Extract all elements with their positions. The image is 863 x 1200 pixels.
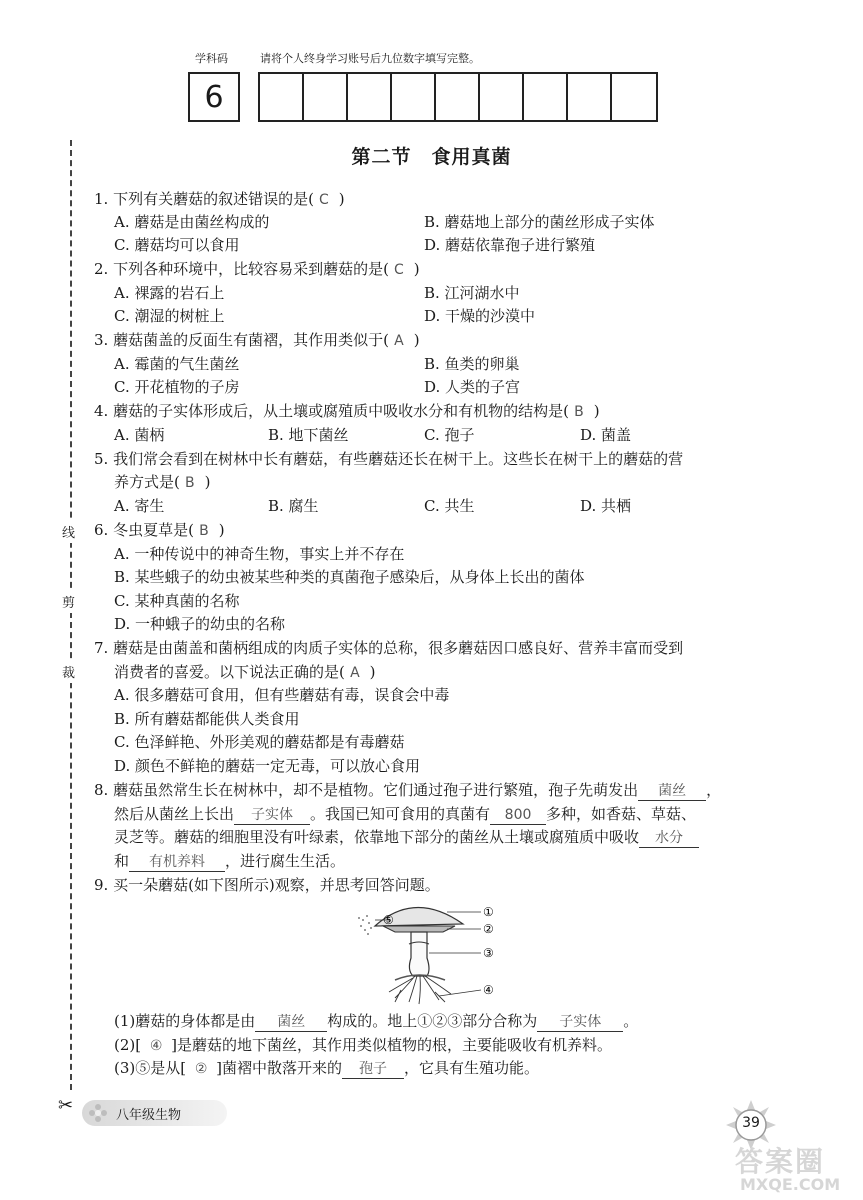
id-digit-cell[interactable] <box>480 74 524 120</box>
q4-option-b: B. 地下菌丝 <box>268 426 349 444</box>
q4-option-c: C. 孢子 <box>424 426 475 444</box>
id-digit-cell[interactable] <box>524 74 568 120</box>
q8-blank-4[interactable]: 水分 <box>639 829 699 848</box>
q5-option-b: B. 腐生 <box>268 497 319 515</box>
label-2: ② <box>483 922 494 936</box>
question-9-stem: 9. 买一朵蘑菇(如下图所示)观察，并思考回答问题。 <box>94 876 440 894</box>
question-2-stem: 2. 下列各种环境中，比较容易采到蘑菇的是( C ) <box>94 260 420 278</box>
q7-option-b: B. 所有蘑菇都能供人类食用 <box>114 710 300 728</box>
question-5-stem: 5. 我们常会看到在树林中长有蘑菇，有些蘑菇还长在树干上。这些长在树干上的蘑菇的营 <box>94 450 684 468</box>
q5-option-c: C. 共生 <box>424 497 475 515</box>
q7-option-a: A. 很多蘑菇可食用，但有些蘑菇有毒，误食会中毒 <box>114 686 450 704</box>
q5-option-d: D. 共栖 <box>580 497 632 515</box>
q9-blank-3[interactable]: 孢子 <box>342 1060 404 1079</box>
grade-label-box <box>82 1100 227 1126</box>
flower-icon <box>88 1103 108 1123</box>
q6-option-a: A. 一种传说中的神奇生物，事实上并不存在 <box>114 545 405 563</box>
q9-blank-1[interactable]: 菌丝 <box>255 1013 327 1032</box>
id-digit-cell[interactable] <box>348 74 392 120</box>
spores <box>358 915 372 935</box>
question-5-stem-cont: 养方式是( B ) <box>114 473 211 491</box>
q9-blank-2[interactable]: 子实体 <box>537 1013 623 1032</box>
question-1-stem: 1. 下列有关蘑菇的叙述错误的是( C ) <box>94 190 345 208</box>
q6-option-c: C. 某种真菌的名称 <box>114 592 240 610</box>
code-instruction: 请将个人终身学习账号后九位数字填写完整。 <box>260 52 480 65</box>
q1-option-d: D. 蘑菇依靠孢子进行繁殖 <box>424 236 596 254</box>
watermark-logo: 答案圈 <box>735 1145 826 1178</box>
underground-hyphae <box>389 976 451 1004</box>
id-number-cells[interactable] <box>258 72 658 122</box>
cut-line <box>70 140 72 1090</box>
section-title: 第二节 食用真菌 <box>351 146 512 168</box>
q3-option-b: B. 鱼类的卵巢 <box>424 355 520 373</box>
page-number: 39 <box>742 1115 760 1131</box>
id-digit-cell[interactable] <box>304 74 348 120</box>
q3-option-a: A. 霉菌的气生菌丝 <box>114 355 240 373</box>
mushroom-diagram <box>355 898 515 1006</box>
q9-bracket-2[interactable]: ② <box>194 1061 208 1077</box>
grade-label: 八年级生物 <box>116 1107 182 1123</box>
id-digit-cell[interactable] <box>612 74 656 120</box>
cut-line-char: 裁 <box>62 660 75 683</box>
label-1: ① <box>483 905 494 919</box>
subject-code-box <box>188 72 240 122</box>
label-3: ③ <box>483 946 494 960</box>
question-8-line1: 8. 蘑菇虽然常生长在树林中，却不是植物。它们通过孢子进行繁殖，孢子先萌发出 菌丝 ， <box>94 781 722 799</box>
q9-bracket-1[interactable]: ④ <box>149 1038 163 1054</box>
q3-option-c: C. 开花植物的子房 <box>114 378 240 396</box>
q8-blank-3[interactable]: 800 <box>490 806 546 825</box>
q2-option-a: A. 裸露的岩石上 <box>114 284 225 302</box>
q9-sub-2: (2)[ ④ ]是蘑菇的地下菌丝，其作用类似植物的根，主要能吸收有机养料。 <box>114 1034 612 1057</box>
q4-option-d: D. 菌盖 <box>580 426 632 444</box>
q2-option-c: C. 潮湿的树桩上 <box>114 307 225 325</box>
question-3-stem: 3. 蘑菇菌盖的反面生有菌褶，其作用类似于( A ) <box>94 331 420 349</box>
q8-blank-2[interactable]: 子实体 <box>234 806 310 825</box>
q8-blank-5[interactable]: 有机养料 <box>129 853 225 872</box>
scissors-icon: ✂ <box>58 1095 74 1116</box>
q2-option-b: B. 江河湖水中 <box>424 284 520 302</box>
id-digit-cell[interactable] <box>260 74 304 120</box>
q4-option-a: A. 菌柄 <box>114 426 165 444</box>
label-5: ⑤ <box>383 913 394 927</box>
label-4: ④ <box>483 983 494 997</box>
subject-code-label: 学科码 <box>195 52 228 65</box>
id-digit-cell[interactable] <box>568 74 612 120</box>
q6-option-d: D. 一种蛾子的幼虫的名称 <box>114 615 286 633</box>
q8-blank-1[interactable]: 菌丝 <box>638 782 706 801</box>
q5-option-a: A. 寄生 <box>114 497 165 515</box>
question-8-line3: 灵芝等。蘑菇的细胞里没有叶绿素，依靠地下部分的菌丝从土壤或腐殖质中吸收 水分 <box>114 826 699 848</box>
question-8-line4: 和 有机养料 ，进行腐生生活。 <box>114 852 346 870</box>
id-digit-cell[interactable] <box>392 74 436 120</box>
question-7-stem-cont: 消费者的喜爱。以下说法正确的是( A ) <box>114 663 376 681</box>
q2-option-d: D. 干燥的沙漠中 <box>424 307 536 325</box>
id-digit-cell[interactable] <box>436 74 480 120</box>
q6-option-b: B. 某些蛾子的幼虫被某些种类的真菌孢子感染后，从身体上长出的菌体 <box>114 568 585 586</box>
watermark-url: MXQE.COM <box>740 1175 841 1194</box>
cut-line-char: 线 <box>62 520 75 543</box>
subject-code: 6 <box>204 79 224 115</box>
q7-option-d: D. 颜色不鲜艳的蘑菇一定无毒，可以放心食用 <box>114 757 421 775</box>
q1-option-b: B. 蘑菇地上部分的菌丝形成子实体 <box>424 213 655 231</box>
mushroom-gills <box>383 926 455 932</box>
question-6-stem: 6. 冬虫夏草是( B ) <box>94 521 225 539</box>
question-8-line2: 然后从菌丝上长出 子实体 。我国已知可食用的真菌有 800 多种，如香菇、草菇、 <box>114 805 697 823</box>
cut-line-char: 剪 <box>62 590 75 613</box>
q9-sub-1: (1)蘑菇的身体都是由 菌丝 构成的。地上①②③部分合称为 子实体 。 <box>114 1012 639 1030</box>
q1-option-c: C. 蘑菇均可以食用 <box>114 236 240 254</box>
question-4-stem: 4. 蘑菇的子实体形成后，从土壤或腐殖质中吸收水分和有机物的结构是( B ) <box>94 402 600 420</box>
q9-sub-3: (3)⑤是从[ ② ]菌褶中散落开来的 孢子 ，它具有生殖功能。 <box>114 1057 539 1080</box>
q7-option-c: C. 色泽鲜艳、外形美观的蘑菇都是有毒蘑菇 <box>114 733 405 751</box>
mushroom-stalk <box>409 932 429 976</box>
q3-option-d: D. 人类的子宫 <box>424 378 521 396</box>
q1-option-a: A. 蘑菇是由菌丝构成的 <box>114 213 270 231</box>
question-7-stem: 7. 蘑菇是由菌盖和菌柄组成的肉质子实体的总称，很多蘑菇因口感良好、营养丰富而受到 <box>94 639 684 657</box>
